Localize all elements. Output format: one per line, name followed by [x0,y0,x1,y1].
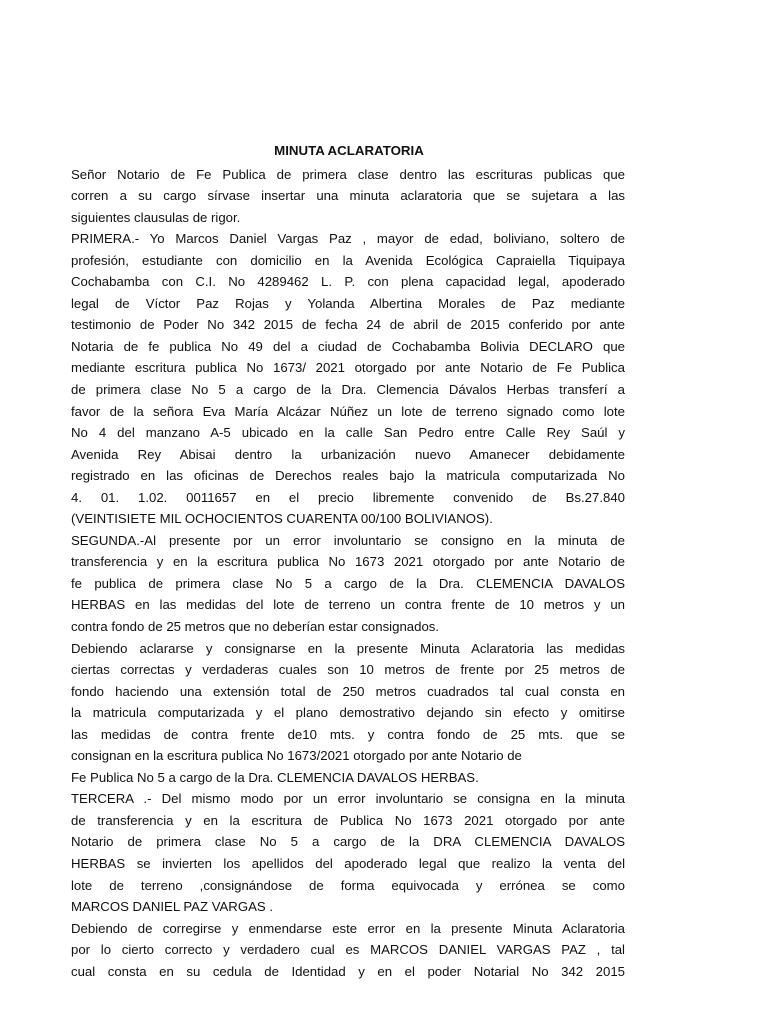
document-line: legal de Víctor Paz Rojas y Yolanda Albertina Morales de Paz mediante [71,295,625,311]
document-line: transferencia y en la escritura publica No 1673 2021 otorgado por ante Notario de [71,554,625,570]
document-line: Fe Publica No 5 a cargo de la Dra. CLEMENCIA DAVALOS HERBAS. [71,769,479,785]
document-line: siguientes clausulas de rigor. [71,209,241,225]
document-line: favor de la señora Eva María Alcázar Núñez un lote de terreno signado como lote [71,403,625,419]
document-line: cual consta en su cedula de Identidad y en el poder Notarial No 342 2015 [71,963,625,979]
document-line: mediante escritura publica No 1673/ 2021 otorgado por ante Notario de Fe Publica [71,360,625,376]
document-line: ciertas correctas y verdaderas cuales son 10 metros de frente por 25 metros de [71,662,625,678]
document-line: de transferencia y en la escritura de Publica No 1673 2021 otorgado por ante [71,812,625,828]
document-line: Avenida Rey Abisai dentro la urbanización nuevo Amanecer debidamente [71,446,625,462]
document-line: SEGUNDA.-Al presente por un error involuntario se consigno en la minuta de [71,532,625,548]
document-line: Cochabamba con C.I. No 4289462 L. P. con plena capacidad legal, apoderado [71,274,625,290]
document-line: las medidas de contra frente de10 mts. y contra fondo de 25 mts. que se [71,726,625,742]
document-line: corren a su cargo sírvase insertar una minuta aclaratoria que se sujetara a las [71,188,625,204]
document-line: Debiendo aclararse y consignarse en la presente Minuta Aclaratoria las medidas [71,640,625,656]
document-line: Señor Notario de Fe Publica de primera clase dentro las escrituras publicas que [71,166,625,182]
document-line: lote de terreno ,consignándose de forma equivocada y errónea se como [71,877,625,893]
document-line: fondo haciendo una extensión total de 250 metros cuadrados tal cual consta en [71,683,625,699]
document-line: Debiendo de corregirse y enmendarse este error en la presente Minuta Aclaratoria [71,920,625,936]
document-line: TERCERA .- Del mismo modo por un error involuntario se consigna en la minuta [71,791,625,807]
document-line: consignan en la escritura publica No 1673/2021 otorgado por ante Notario de [71,748,522,764]
document-line: Notaria de fe publica No 49 del a ciudad de Cochabamba Bolivia DECLARO que [71,338,625,354]
document-line: 4. 01. 1.02. 0011657 en el precio libremente convenido de Bs.27.840 [71,489,625,505]
document-title: MINUTA ACLARATORIA [274,143,424,158]
document-line: testimonio de Poder No 342 2015 de fecha 24 de abril de 2015 conferido por ante [71,317,625,333]
document-line: PRIMERA.- Yo Marcos Daniel Vargas Paz , mayor de edad, boliviano, soltero de [71,231,625,247]
document-line: la matricula computarizada y el plano demostrativo dejando sin efecto y omitirse [71,705,625,721]
document-line: HERBAS en las medidas del lote de terreno un contra frente de 10 metros y un [71,597,625,613]
document-line: No 4 del manzano A-5 ubicado en la calle San Pedro entre Calle Rey Saúl y [71,425,625,441]
document-line: (VEINTISIETE MIL OCHOCIENTOS CUARENTA 00/100 BOLIVIANOS). [71,511,493,527]
document-line: registrado en las oficinas de Derechos reales bajo la matricula computarizada No [71,468,625,484]
document-line: fe publica de primera clase No 5 a cargo de la Dra. CLEMENCIA DAVALOS [71,575,625,591]
document-line: de primera clase No 5 a cargo de la Dra. Clemencia Dávalos Herbas transferí a [71,381,625,397]
document-body [71,164,625,983]
document-line: MARCOS DANIEL PAZ VARGAS . [71,899,274,915]
document-line: Notario de primera clase No 5 a cargo de la DRA CLEMENCIA DAVALOS [71,834,625,850]
document-line: HERBAS se invierten los apellidos del apoderado legal que realizo la venta del [71,856,625,871]
document-line: profesión, estudiante con domicilio en la Avenida Ecológica Capraiella Tiquipaya [71,252,625,268]
document-line: por lo cierto correcto y verdadero cual es MARCOS DANIEL VARGAS PAZ , tal [71,942,625,958]
document-line: contra fondo de 25 metros que no deberían estar consignados. [71,618,440,634]
